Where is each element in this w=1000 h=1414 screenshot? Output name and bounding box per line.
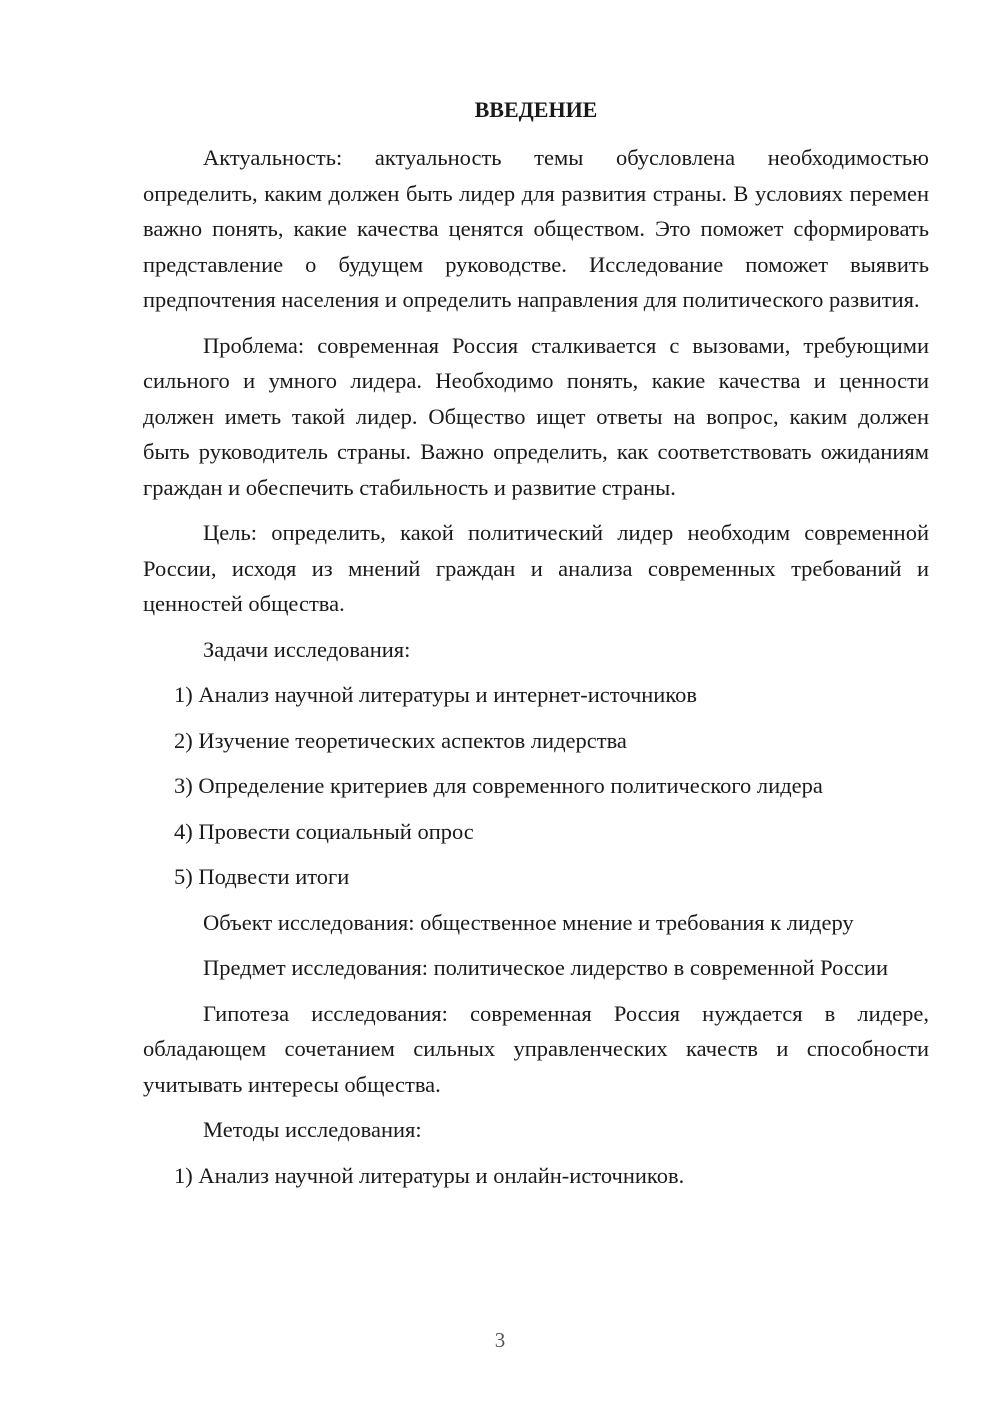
task-item: 2) Изучение теоретических аспектов лидерства [174, 727, 627, 753]
subject-paragraph: Предмет исследования: политическое лидерство в современной России [203, 955, 888, 980]
tasks-heading: Задачи исследования: [203, 636, 411, 662]
problem-paragraph: Проблема: современная Россия сталкивается с вызовами, требующими сильного и умного лидера. Необходимо понять, какие качества и ценности должен иметь такой лидер. Общество ищет ответы на вопрос, каким должен быть руководитель страны. Важно определить, как соответствовать ожиданиям граждан и обеспечить стабильность и развитие страны. [143, 332, 929, 500]
task-item: 3) Определение критериев для современного политического лидера [174, 773, 823, 798]
task-item: 5) Подвести итоги [174, 864, 350, 889]
method-item: 1) Анализ научной литературы и онлайн-источников. [174, 1162, 685, 1188]
page-number: 3 [494, 1328, 506, 1352]
hypothesis-paragraph: Гипотеза исследования: современная Россия нуждается в лидере, обладающем сочетанием сильных управленческих качеств и способности учитывать интересы общества. [143, 1000, 929, 1097]
object-paragraph: Объект исследования: общественное мнение и требования к лидеру [203, 909, 854, 935]
section-title: ВВЕДЕНИЕ [474, 97, 598, 122]
task-item: 1) Анализ научной литературы и интернет-источников [174, 682, 698, 707]
task-item: 4) Провести социальный опрос [174, 818, 474, 844]
methods-heading: Методы исследования: [203, 1117, 422, 1142]
goal-paragraph: Цель: определить, какой политический лидер необходим современной России, исходя из мнений граждан и анализа современных требований и ценностей общества. [143, 520, 929, 616]
document-body [143, 92, 929, 1203]
relevance-paragraph: Актуальность: актуальность темы обусловлена необходимостью определить, каким должен быть лидер для развития страны. В условиях перемен важно понять, какие качества ценятся обществом. Это поможет сформировать представление о будущем руководстве. Исследование поможет выявить предпочтения населения и определить направления для политического развития. [143, 145, 929, 312]
